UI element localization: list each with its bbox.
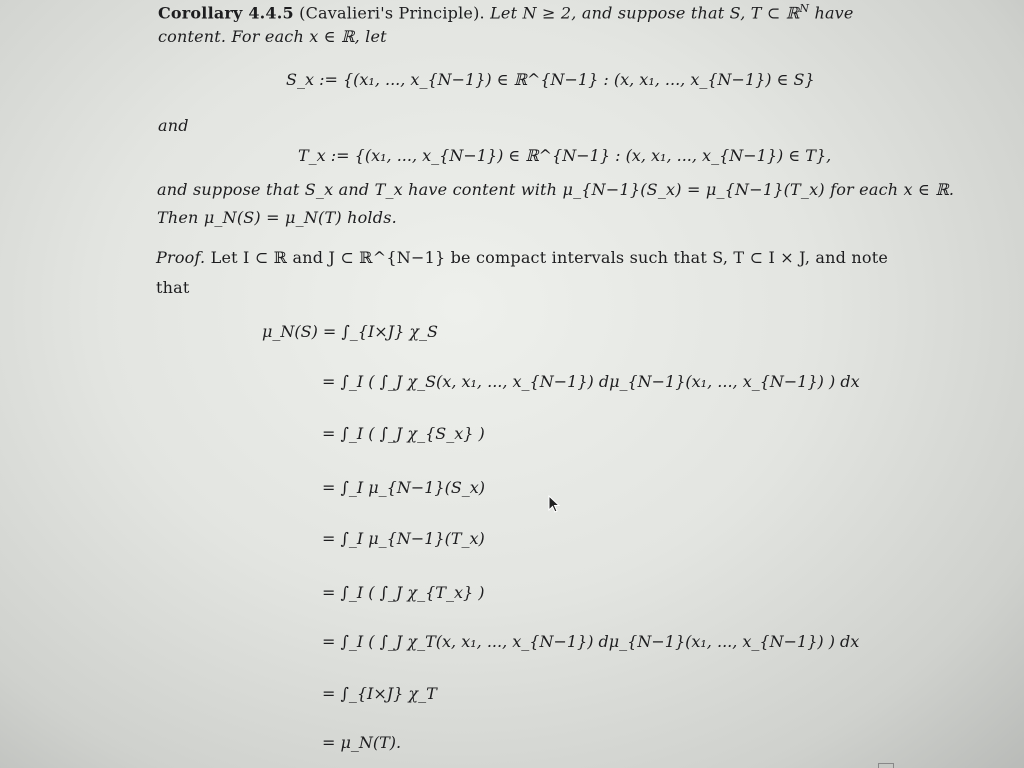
equation-line-4: = ∫_I μ_{N−1}(S_x) [322, 478, 486, 497]
equation-line-9: = μ_N(T). [322, 733, 402, 752]
proof-line-2: that [156, 278, 190, 297]
set-definition-s: S_x := {(x₁, ..., x_{N−1}) ∈ ℝ^{N−1} : (x, x₁, ..., x_{N−1}) ∈ S} [286, 70, 815, 89]
corollary-heading: Corollary 4.4.5 [158, 3, 294, 23]
equation-line-1: μ_N(S) = ∫_{I×J} χ_S [262, 322, 438, 341]
proof-line-1 [156, 248, 888, 267]
set-definition-t: T_x := {(x₁, ..., x_{N−1}) ∈ ℝ^{N−1} : (x, x₁, ..., x_{N−1}) ∈ T}, [298, 146, 832, 165]
connector-and: and [158, 116, 189, 135]
equation-line-8: = ∫_{I×J} χ_T [322, 684, 437, 703]
equation-line-5: = ∫_I μ_{N−1}(T_x) [322, 529, 485, 548]
corollary-line-2: content. For each x ∈ ℝ, let [158, 27, 387, 46]
equation-line-7: = ∫_I ( ∫_J χ_T(x, x₁, ..., x_{N−1}) dμ_{N−1}(x₁, ..., x_{N−1}) ) dx [322, 632, 860, 651]
page-corner-mark [878, 763, 894, 768]
corollary-text-1: Let N ≥ 2, and suppose that S, T ⊂ ℝ [490, 3, 800, 23]
equation-line-2: = ∫_I ( ∫_J χ_S(x, x₁, ..., x_{N−1}) dμ_{N−1}(x₁, ..., x_{N−1}) ) dx [322, 372, 860, 391]
equation-line-3: = ∫_I ( ∫_J χ_{S_x} ) [322, 424, 485, 443]
proof-label: Proof. [156, 248, 206, 267]
corollary-name: (Cavalieri's Principle). [299, 3, 485, 23]
suppose-line-1: and suppose that S_x and T_x have content with μ_{N−1}(S_x) = μ_{N−1}(T_x) for each x ∈ ℝ. [157, 180, 955, 199]
proof-text-1: Let I ⊂ ℝ and J ⊂ ℝ^{N−1} be compact intervals such that S, T ⊂ I × J, and note [210, 248, 889, 267]
corollary-text-1-end: have [809, 3, 854, 23]
suppose-line-2: Then μ_N(S) = μ_N(T) holds. [157, 208, 397, 227]
equation-line-6: = ∫_I ( ∫_J χ_{T_x} ) [322, 583, 485, 602]
corollary-sup: N [799, 2, 810, 15]
corollary-line-1 [158, 2, 854, 22]
